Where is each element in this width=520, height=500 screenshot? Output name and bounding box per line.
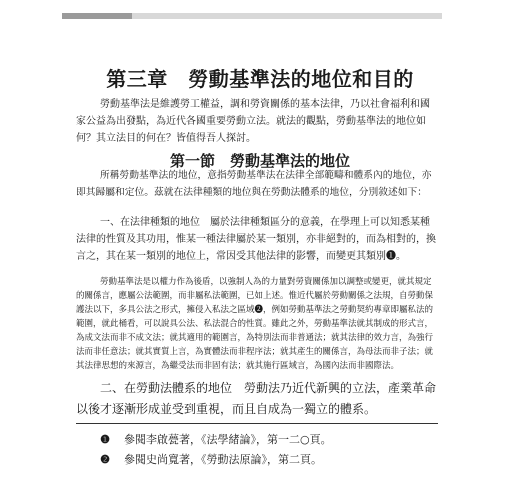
paragraph-3-text: 二、在勞動法體系的地位 勞動法乃近代新興的立法，產業革命以後才逐漸形成並受到重視，而且自成為一獨立的體系。	[76, 381, 437, 416]
footnote-1-text: 參閱李啟甍著，《法學緒論》，第一二○頁。	[124, 433, 332, 446]
paragraph-1-text: 一、在法律種類的地位 屬於法律種類區分的意義，在學理上可以知悉某種法律的性質及其功用，惟某一種法律屬於某一類別，亦非絕對的，而為相對的，換言之，其在某一類別的地位上，常因受其他法律的影響，而變更其類別❶。	[76, 217, 436, 262]
chapter-title: 第三章 勞動基準法的地位和目的	[106, 67, 414, 91]
footnote-2	[98, 452, 322, 468]
section-intro-paragraph	[76, 168, 438, 212]
paragraph-2-text: 勞動基準法是以權力作為後盾，以強制人為的力量對勞資關係加以調整或變更，就其規定的關係言，應屬公法範圍，而非屬私法範圍，已如上述。惟近代屬於勞動關係之法規，自勞動保護法以下，多具公法之形式，擁侵入私法之區域❷，例如勞動基準法之勞動契約專章即屬私法的範圍，就此桶看，可以說具公法、私法混合的性質。雖此之外，勞動基準法就其制成的形式言，為成文法而非不成文法；就其適用的範圍言，為特別法而非普通法；就其法律的效力言，為強行法而非任意法；就其實質上言，為實體法而非程序法；就其產生的關係言，為母法而非子法；就其法律思想的來源言，為繼受法而非固有法；就其施行區域言，為國內法而非國際法。	[76, 277, 434, 371]
footnote-2-text: 參閱史尚寬著，《勞動法原論》，第二頁。	[124, 453, 322, 466]
header-rule-accent	[62, 13, 132, 19]
footnote-1	[98, 432, 332, 448]
intro-paragraph	[76, 96, 438, 148]
section-title: 第一節 勞動基準法的地位	[169, 152, 350, 170]
intro-text: 勞動基準法是維護勞工權益，調和勞資關係的基本法律，乃以社會福利和國家公益為出發點，為近代各國重要勞動立法。就法的觀點，勞動基準法的地位如何？其立法目的何在？皆值得吾人探討。	[76, 99, 430, 144]
footnote-2-mark: ❷	[100, 453, 110, 466]
paragraph-2	[76, 275, 438, 376]
section-intro-text: 所稱勞動基準法的地位，意指勞動基準法在法律全部範疇和體系內的地位，亦即其歸屬和定位。茲就在法律種類的地位與在勞動法體系的地位，分別敘述如下：	[76, 170, 432, 198]
paragraph-1	[76, 214, 438, 272]
header-rule	[62, 13, 442, 19]
footnote-divider	[76, 423, 438, 424]
paragraph-3	[76, 378, 438, 420]
footnote-1-mark: ❶	[100, 433, 110, 446]
